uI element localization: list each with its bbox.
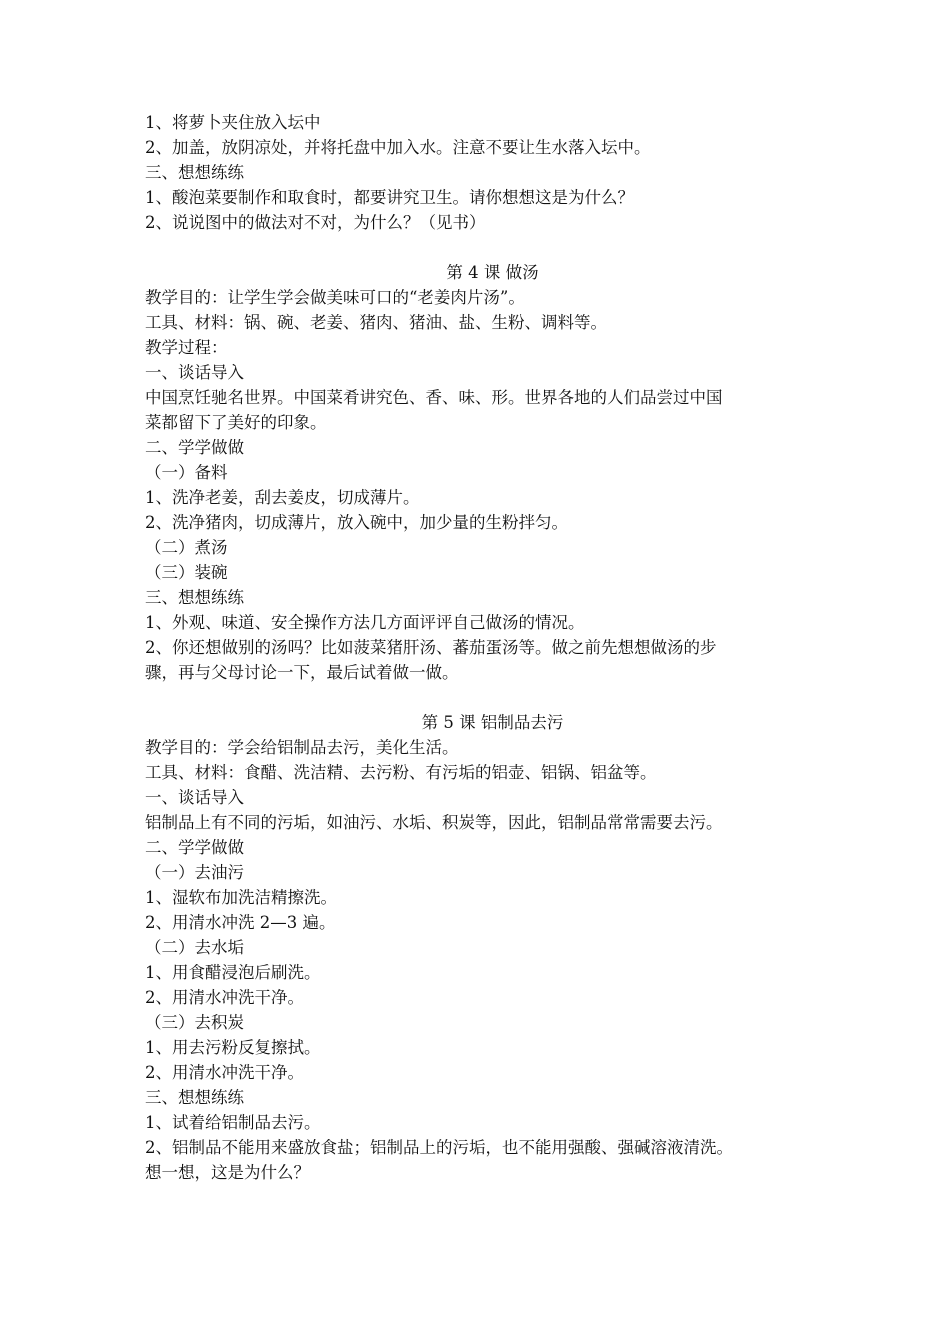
text-line: 2、用清水冲洗干净。 [145, 988, 304, 1007]
text-line: 三、想想练练 [145, 588, 244, 607]
text-line: 一、谈话导入 [145, 788, 244, 807]
document-page [145, 110, 825, 1185]
text-line: 菜都留下了美好的印象。 [145, 413, 327, 432]
text-line: 中国烹饪驰名世界。中国菜肴讲究色、香、味、形。世界各地的人们品尝过中国 [145, 388, 723, 407]
pickle-section-end [145, 110, 825, 235]
text-line: 三、想想练练 [145, 1088, 244, 1107]
text-line: 教学过程： [145, 338, 228, 357]
text-line: 工具、材料：锅、碗、老姜、猪肉、猪油、盐、生粉、调料等。 [145, 313, 607, 332]
spacer [145, 235, 825, 260]
text-line: 2、铝制品不能用来盛放食盐；铝制品上的污垢，也不能用强酸、强碱溶液清洗。 [145, 1138, 733, 1157]
text-line: 1、外观、味道、安全操作方法几方面评评自己做汤的情况。 [145, 613, 585, 632]
lesson-title: 第 4 课 做汤 [446, 263, 539, 282]
text-line: 1、湿软布加洗洁精擦洗。 [145, 888, 337, 907]
text-line: 三、想想练练 [145, 163, 244, 182]
text-line: 1、洗净老姜，刮去姜皮，切成薄片。 [145, 488, 420, 507]
text-line: （三）装碗 [145, 563, 228, 582]
text-line: 教学目的：学会给铝制品去污，美化生活。 [145, 738, 459, 757]
text-line: 一、谈话导入 [145, 363, 244, 382]
text-line: 2、你还想做别的汤吗？比如菠菜猪肝汤、蕃茄蛋汤等。做之前先想想做汤的步 [145, 638, 717, 657]
text-line: 1、用食醋浸泡后刷洗。 [145, 963, 321, 982]
text-line: 二、学学做做 [145, 438, 244, 457]
text-line: （一）备料 [145, 463, 228, 482]
lesson-title: 第 5 课 铝制品去污 [421, 713, 564, 732]
text-line: 2、用清水冲洗 2—3 遍。 [145, 913, 336, 932]
text-line: 二、学学做做 [145, 838, 244, 857]
text-line: 1、酸泡菜要制作和取食时，都要讲究卫生。请你想想这是为什么？ [145, 188, 634, 207]
text-line: 1、用去污粉反复擦拭。 [145, 1038, 321, 1057]
text-line: 2、用清水冲洗干净。 [145, 1063, 304, 1082]
text-line: 1、将萝卜夹住放入坛中 [145, 113, 321, 132]
text-line: （二）煮汤 [145, 538, 228, 557]
text-line: 2、说说图中的做法对不对，为什么？（见书） [145, 213, 486, 232]
text-line: 教学目的：让学生学会做美味可口的“老姜肉片汤”。 [145, 288, 525, 307]
lesson-5 [145, 710, 825, 1185]
lesson-4 [145, 260, 825, 685]
text-line: 工具、材料：食醋、洗洁精、去污粉、有污垢的铝壶、铝锅、铝盆等。 [145, 763, 657, 782]
text-line: 1、试着给铝制品去污。 [145, 1113, 321, 1132]
text-line: （三）去积炭 [145, 1013, 244, 1032]
text-line: （一）去油污 [145, 863, 244, 882]
text-line: （二）去水垢 [145, 938, 244, 957]
spacer [145, 685, 825, 710]
text-line: 铝制品上有不同的污垢，如油污、水垢、积炭等，因此，铝制品常常需要去污。 [145, 813, 723, 832]
text-line: 想一想，这是为什么？ [145, 1163, 310, 1182]
text-line: 2、加盖，放阴凉处，并将托盘中加入水。注意不要让生水落入坛中。 [145, 138, 651, 157]
text-line: 2、洗净猪肉，切成薄片，放入碗中，加少量的生粉拌匀。 [145, 513, 568, 532]
text-line: 骤，再与父母讨论一下，最后试着做一做。 [145, 663, 459, 682]
